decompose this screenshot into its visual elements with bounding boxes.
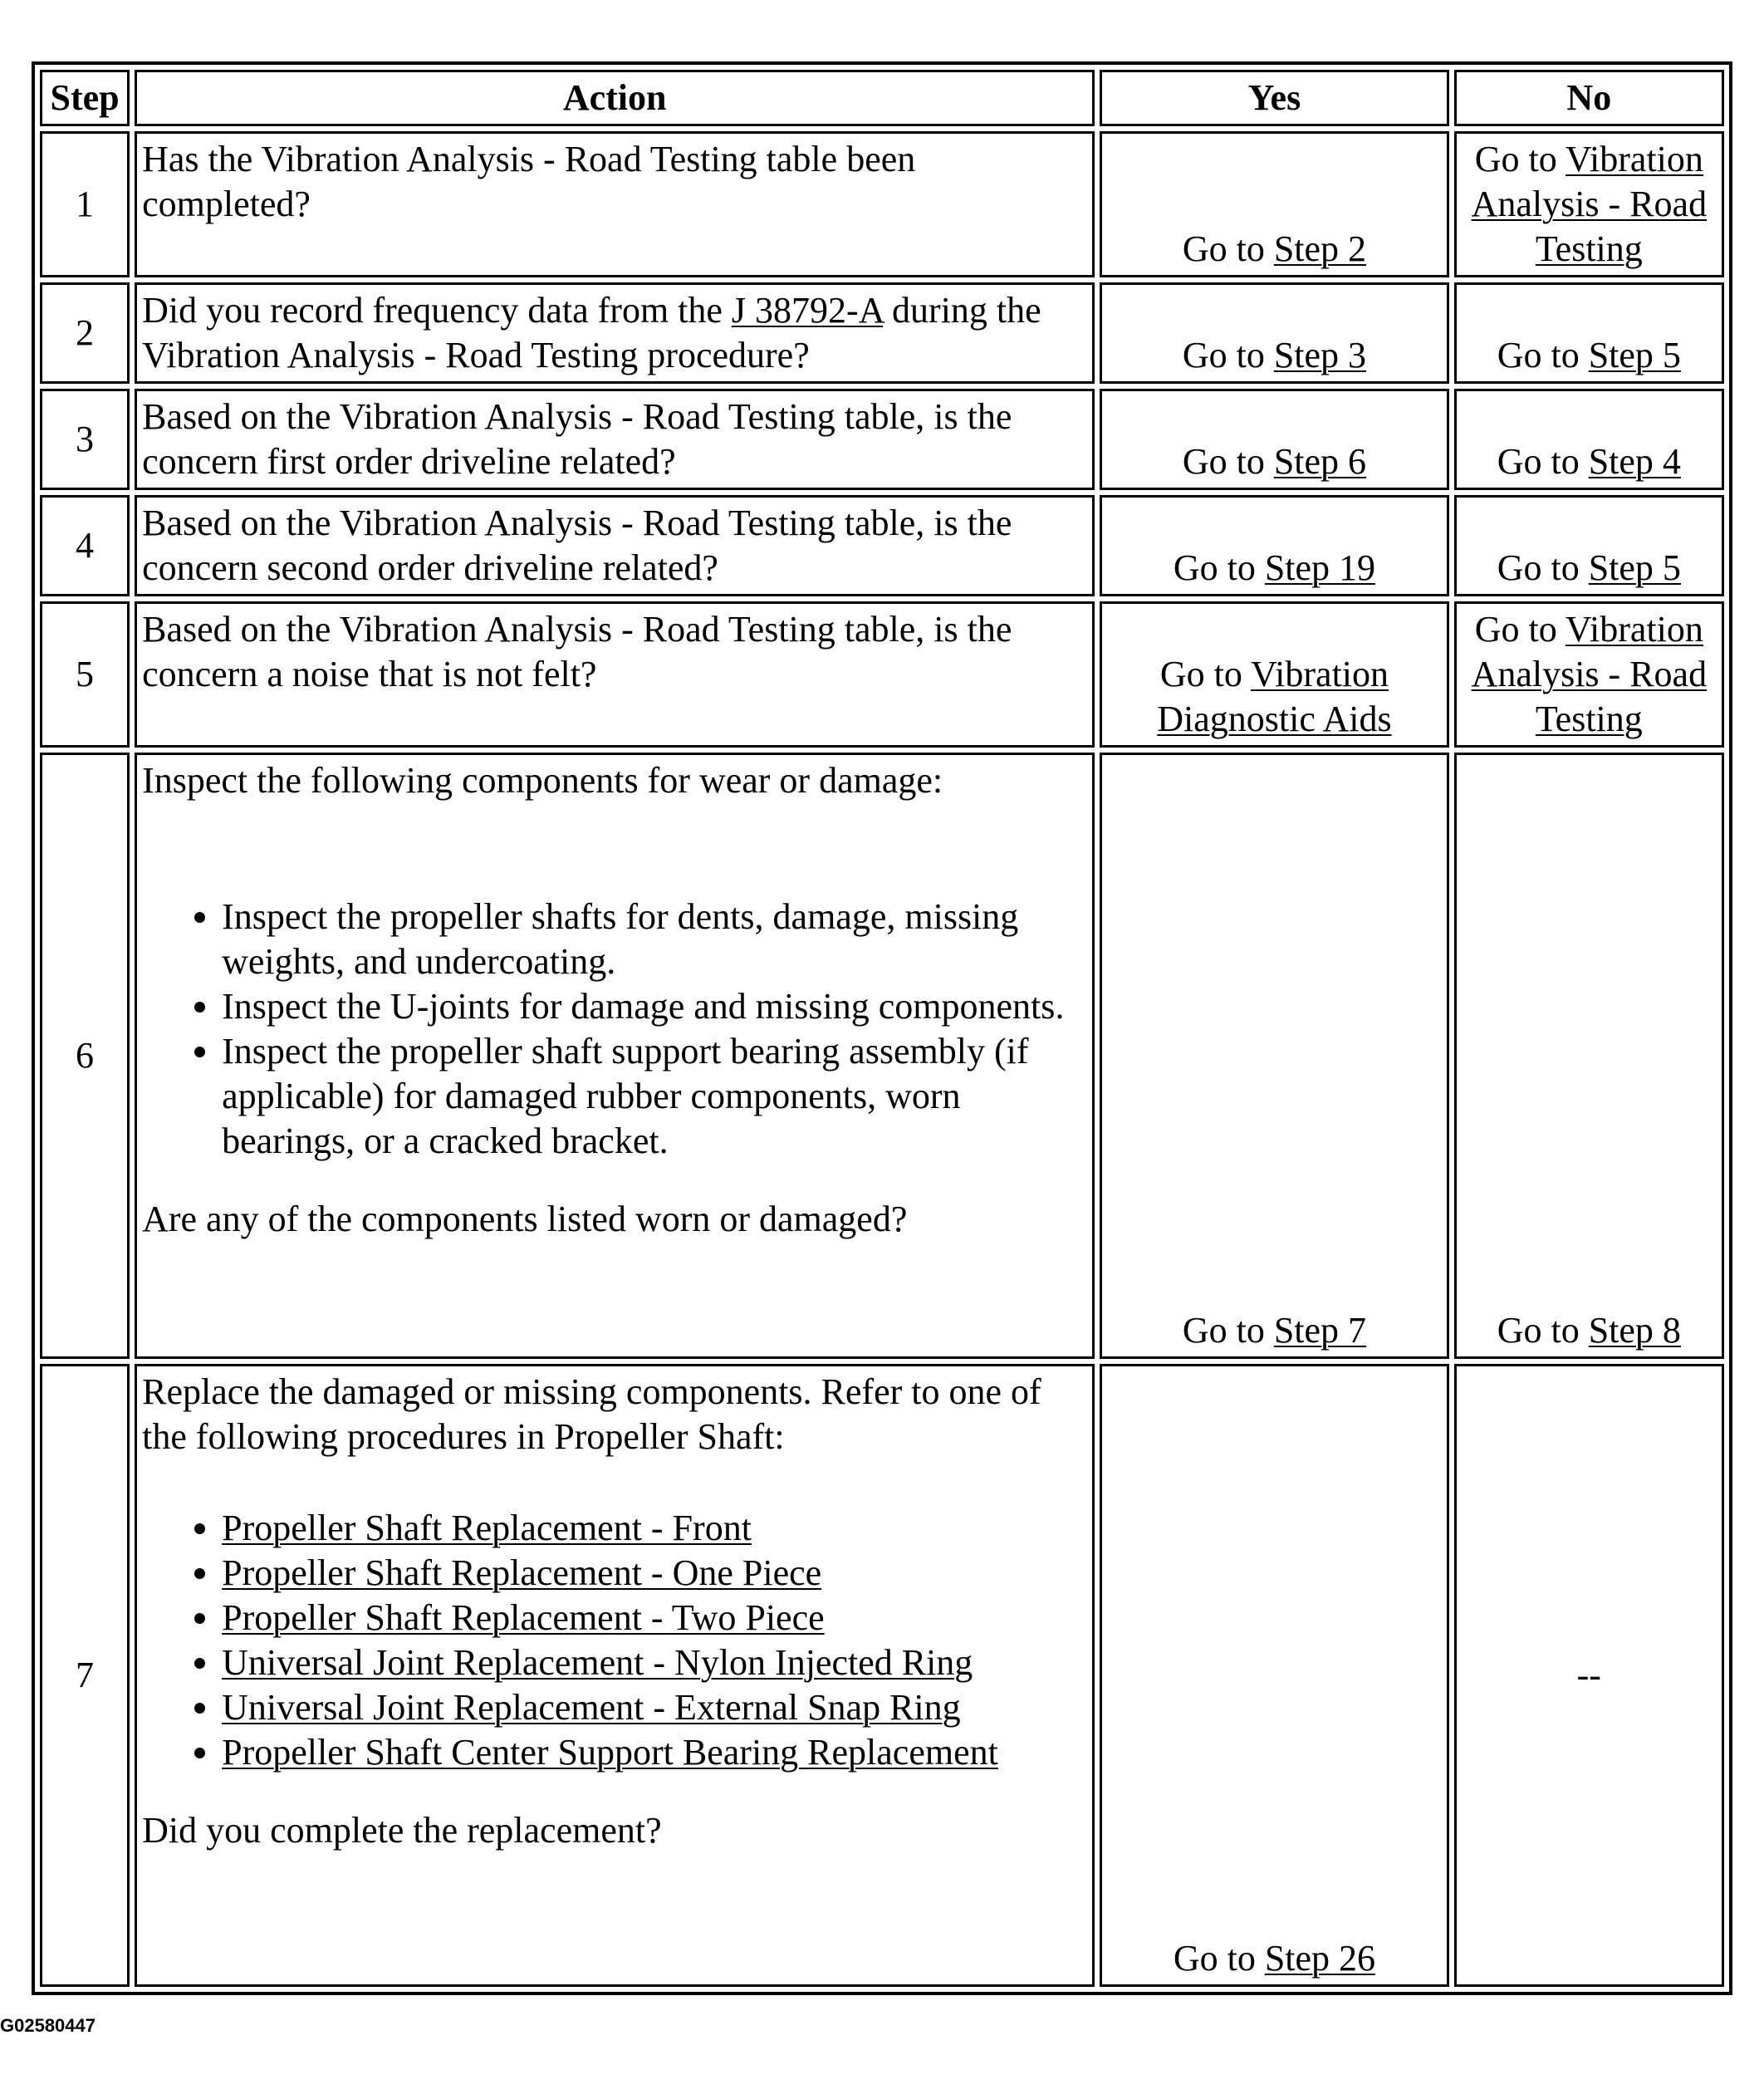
list-item [222, 1551, 1087, 1596]
diagnostic-table [32, 61, 1732, 1995]
yes-link-step-7[interactable]: Step 7 [1273, 1310, 1367, 1351]
yes-prefix: Go to [1182, 335, 1265, 375]
no-prefix: Go to [1474, 609, 1557, 650]
no-cell: -- [1454, 1364, 1724, 1987]
table-row [40, 1364, 1724, 1987]
yes-link-step-6[interactable]: Step 6 [1273, 441, 1367, 482]
yes-prefix: Go to [1182, 441, 1265, 482]
procedure-list [142, 1506, 1087, 1775]
action-question: Did you complete the replacement? [142, 1810, 662, 1851]
header-action: Action [135, 70, 1095, 126]
no-cell [1454, 131, 1724, 277]
list-item: • Inspect the propeller shafts for dents, damage, missing weights, and undercoating. [222, 895, 1087, 984]
step-number: 4 [40, 495, 130, 596]
list-item: • Inspect the propeller shaft support bearing assembly (if applicable) for damaged rubber components, worn bearings, or a cracked bracket. [222, 1029, 1087, 1164]
action-text-post: during the Vibration Analysis - Road Testing procedure? [142, 290, 1041, 375]
action-text [135, 1364, 1095, 1987]
no-cell [1454, 601, 1724, 748]
yes-cell [1100, 753, 1448, 1359]
yes-prefix: Go to [1182, 1310, 1265, 1351]
no-prefix: Go to [1497, 335, 1580, 375]
procedure-link[interactable]: Universal Joint Replacement - External Snap Ring [222, 1687, 961, 1728]
list-item [222, 1730, 1087, 1775]
yes-prefix: Go to [1182, 228, 1265, 269]
step-number: 2 [40, 282, 130, 384]
no-cell [1454, 495, 1724, 596]
list-item [222, 1640, 1087, 1685]
step-number: 6 [40, 753, 130, 1359]
yes-cell [1100, 495, 1448, 596]
table-row [40, 495, 1724, 596]
yes-cell [1100, 389, 1448, 490]
table-row [40, 601, 1724, 748]
table-row [40, 389, 1724, 490]
no-link-road-testing[interactable]: Vibration Analysis - Road Testing [1471, 139, 1708, 269]
figure-id: G02580447 [0, 2015, 96, 2036]
procedure-link[interactable]: Propeller Shaft Center Support Bearing Replacement [222, 1732, 998, 1773]
no-prefix: Go to [1474, 139, 1557, 179]
yes-prefix: Go to [1159, 654, 1242, 694]
action-question: Are any of the components listed worn or damaged? [142, 1199, 908, 1239]
no-link-step-5[interactable]: Step 5 [1588, 335, 1681, 375]
header-step: Step [40, 70, 130, 126]
tool-link-j38792a[interactable]: J 38792-A [731, 290, 884, 331]
action-intro: Replace the damaged or missing components. Refer to one of the following procedures in Propeller Shaft: [142, 1371, 1041, 1457]
no-prefix: Go to [1497, 547, 1580, 588]
action-text: Based on the Vibration Analysis - Road Testing table, is the concern a noise that is not felt? [135, 601, 1095, 748]
yes-link-diagnostic-aids[interactable]: Vibration Diagnostic Aids [1157, 654, 1392, 739]
list-item [222, 1685, 1087, 1730]
action-text: Based on the Vibration Analysis - Road Testing table, is the concern first order driveline related? [135, 389, 1095, 490]
no-cell [1454, 282, 1724, 384]
yes-link-step-3[interactable]: Step 3 [1273, 335, 1367, 375]
no-cell [1454, 753, 1724, 1359]
step-number: 1 [40, 131, 130, 277]
yes-cell [1100, 131, 1448, 277]
yes-link-step-19[interactable]: Step 19 [1264, 547, 1376, 588]
list-item: • Inspect the U-joints for damage and missing components. [222, 984, 1087, 1029]
yes-cell [1100, 601, 1448, 748]
list-item [222, 1506, 1087, 1551]
procedure-link[interactable]: Propeller Shaft Replacement - Two Piece [222, 1597, 825, 1638]
step-number: 5 [40, 601, 130, 748]
no-link-road-testing[interactable]: Vibration Analysis - Road Testing [1471, 609, 1708, 739]
yes-prefix: Go to [1173, 547, 1256, 588]
table-row [40, 282, 1724, 384]
table-row [40, 131, 1724, 277]
header-row [40, 70, 1724, 126]
no-prefix: Go to [1497, 1310, 1580, 1351]
action-text [135, 282, 1095, 384]
action-text [135, 753, 1095, 1359]
no-link-step-4[interactable]: Step 4 [1588, 441, 1681, 482]
no-prefix: Go to [1497, 441, 1580, 482]
list-item [222, 1596, 1087, 1640]
procedure-link[interactable]: Propeller Shaft Replacement - Front [222, 1508, 752, 1548]
no-link-step-8[interactable]: Step 8 [1588, 1310, 1681, 1351]
action-text: Based on the Vibration Analysis - Road Testing table, is the concern second order driveline related? [135, 495, 1095, 596]
no-cell [1454, 389, 1724, 490]
yes-link-step-2[interactable]: Step 2 [1273, 228, 1367, 269]
yes-cell [1100, 282, 1448, 384]
action-text: Has the Vibration Analysis - Road Testing table been completed? [135, 131, 1095, 277]
yes-cell [1100, 1364, 1448, 1987]
action-intro: Inspect the following components for wear or damage: [142, 760, 943, 801]
header-yes: Yes [1100, 70, 1448, 126]
header-no: No [1454, 70, 1724, 126]
diagnostic-table-wrapper [32, 61, 1732, 1995]
step-number: 3 [40, 389, 130, 490]
yes-link-step-26[interactable]: Step 26 [1264, 1938, 1376, 1979]
yes-prefix: Go to [1173, 1938, 1256, 1979]
procedure-link[interactable]: Propeller Shaft Replacement - One Piece [222, 1552, 822, 1593]
action-text-pre: Did you record frequency data from the [142, 290, 723, 331]
procedure-link[interactable]: Universal Joint Replacement - Nylon Injected Ring [222, 1642, 973, 1683]
table-row [40, 753, 1724, 1359]
step-number: 7 [40, 1364, 130, 1987]
inspection-list [142, 895, 1087, 1164]
no-link-step-5[interactable]: Step 5 [1588, 547, 1681, 588]
